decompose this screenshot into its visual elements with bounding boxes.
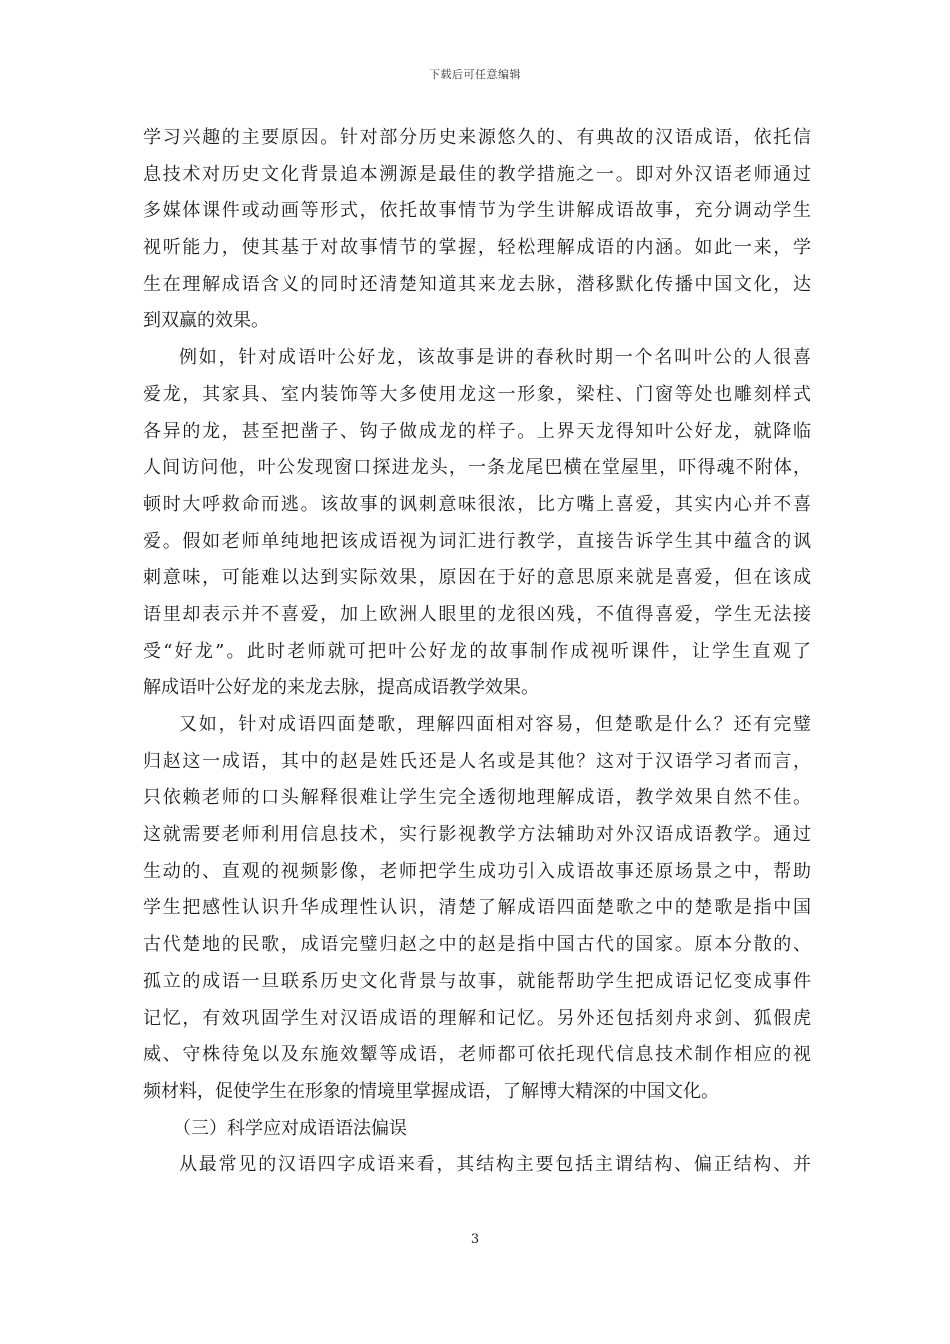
text-line: 爱。假如老师单纯地把该成语视为词汇进行教学，直接告诉学生其中蕴含的讽	[143, 530, 811, 552]
text-line: 学习兴趣的主要原因。针对部分历史来源悠久的、有典故的汉语成语，依托信	[143, 127, 811, 148]
text-line: 息技术对历史文化背景追本溯源是最佳的教学措施之一。即对外汉语老师通过	[143, 163, 811, 185]
text-line: 归赵这一成语，其中的赵是姓氏还是人名或是其他？这对于汉语学习者而言，	[143, 750, 811, 772]
text-line: 记忆，有效巩固学生对汉语成语的理解和记忆。另外还包括刻舟求剑、狐假虎	[143, 1007, 811, 1029]
text-line: 受“好龙”。此时老师就可把叶公好龙的故事制作成视听课件，让学生直观了	[143, 640, 811, 662]
page-number: 3	[470, 1232, 480, 1247]
text-line: 解成语叶公好龙的来龙去脉，提高成语教学效果。	[143, 677, 539, 699]
text-line: 威、守株待兔以及东施效颦等成语，老师都可依托现代信息技术制作相应的视	[143, 1044, 811, 1066]
text-line: 孤立的成语一旦联系历史文化背景与故事，就能帮助学生把成语记忆变成事件	[143, 970, 811, 992]
text-line: 例如，针对成语叶公好龙，该故事是讲的春秋时期一个名叫叶公的人很喜	[179, 347, 811, 369]
section-heading: （三）科学应对成语语法偏误	[173, 1117, 407, 1139]
page-header: 下载后可任意编辑	[429, 68, 521, 81]
text-line: 各异的龙，甚至把凿子、钩子做成龙的样子。上界天龙得知叶公好龙，就降临	[143, 420, 811, 442]
text-line: 从最常见的汉语四字成语来看，其结构主要包括主谓结构、偏正结构、并	[179, 1154, 811, 1176]
paragraph	[143, 340, 811, 707]
text-line: 学生把感性认识升华成理性认识，清楚了解成语四面楚歌之中的楚歌是指中国	[143, 897, 811, 919]
text-line: 人间访问他，叶公发现窗口探进龙头，一条龙尾巴横在堂屋里，吓得魂不附体，	[143, 457, 811, 479]
paragraph	[143, 1147, 811, 1184]
text-line: 爱龙，其家具、室内装饰等大多使用龙这一形象，梁柱、门窗等处也雕刻样式	[143, 383, 811, 405]
text-line: 视听能力，使其基于对故事情节的掌握，轻松理解成语的内涵。如此一来，学	[143, 237, 811, 259]
text-line: 频材料，促使学生在形象的情境里掌握成语，了解博大精深的中国文化。	[143, 1080, 719, 1102]
paragraph	[143, 707, 811, 1111]
document-body	[143, 120, 811, 1184]
text-line: 生动的、直观的视频影像，老师把学生成功引入成语故事还原场景之中，帮助	[143, 860, 811, 882]
text-line: 到双赢的效果。	[143, 310, 269, 332]
text-line: 又如，针对成语四面楚歌，理解四面相对容易，但楚歌是什么？还有完璧	[179, 714, 811, 735]
text-line: 语里却表示并不喜爱，加上欧洲人眼里的龙很凶残，不值得喜爱，学生无法接	[143, 603, 811, 625]
text-line: 生在理解成语含义的同时还清楚知道其来龙去脉，潜移默化传播中国文化，达	[143, 273, 811, 295]
text-line: 只依赖老师的口头解释很难让学生完全透彻地理解成语，教学效果自然不佳。	[143, 787, 811, 809]
text-line: 这就需要老师利用信息技术，实行影视教学方法辅助对外汉语成语教学。通过	[143, 824, 811, 846]
text-line: 刺意味，可能难以达到实际效果，原因在于好的意思原来就是喜爱，但在该成	[143, 567, 811, 589]
paragraph	[143, 120, 811, 340]
text-line: 顿时大呼救命而逃。该故事的讽刺意味很浓，比方嘴上喜爱，其实内心并不喜	[143, 493, 811, 515]
text-line: 古代楚地的民歌，成语完璧归赵之中的赵是指中国古代的国家。原本分散的、	[143, 934, 811, 956]
text-line: 多媒体课件或动画等形式，依托故事情节为学生讲解成语故事，充分调动学生	[143, 200, 811, 222]
